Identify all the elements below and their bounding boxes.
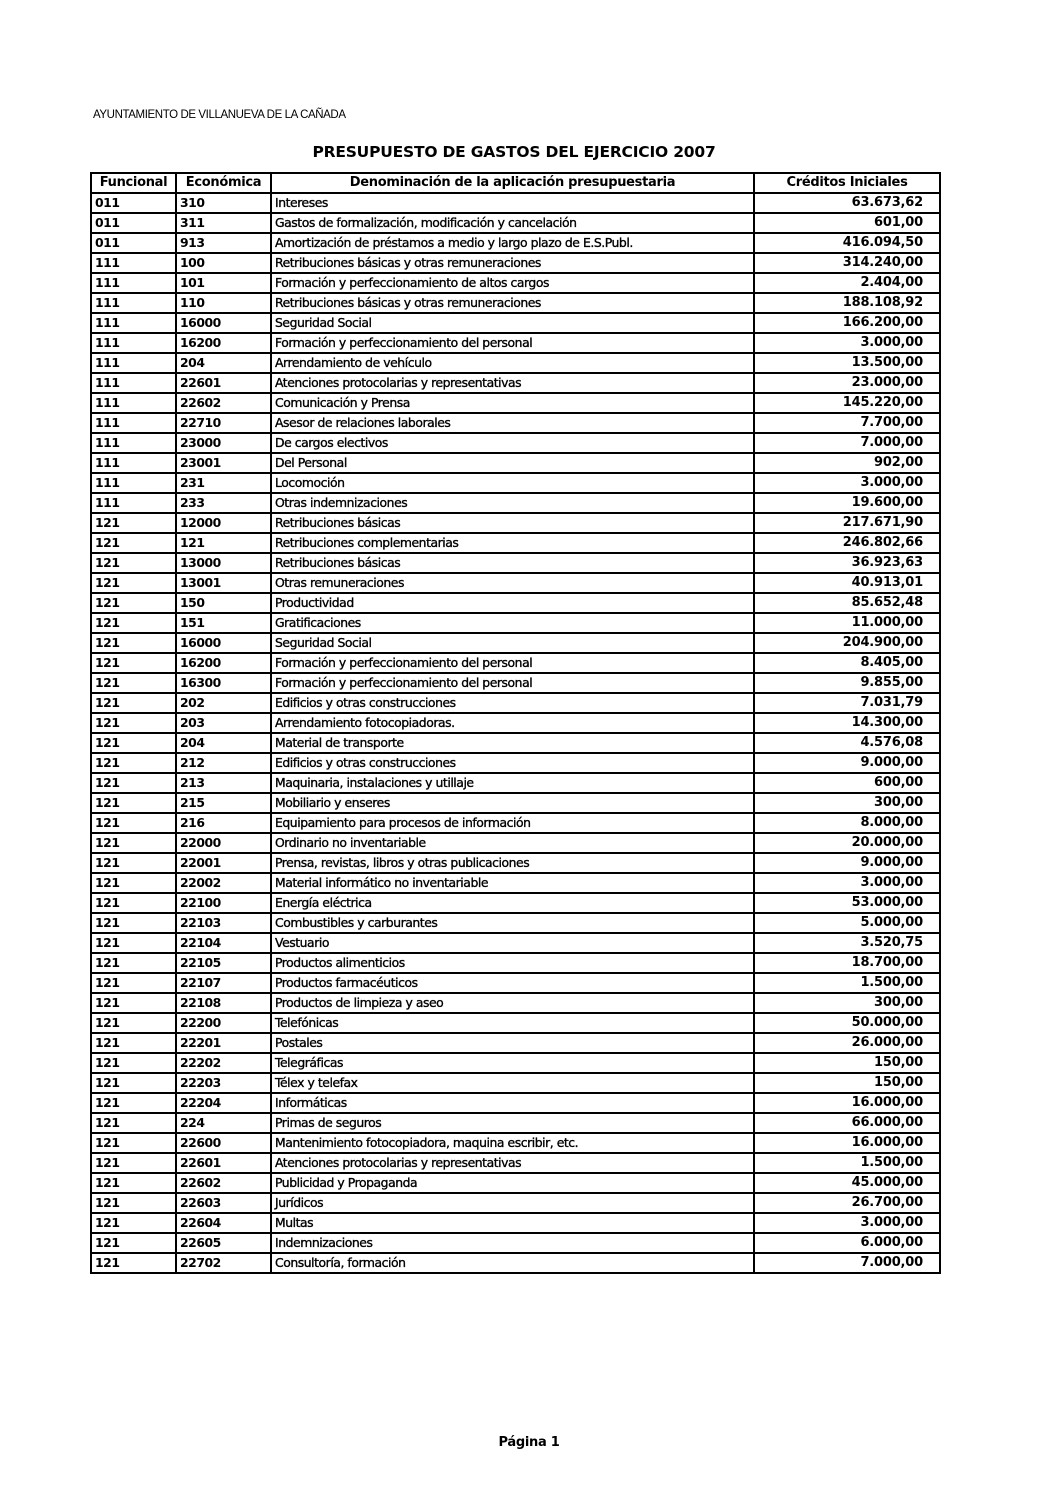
cell-creditos: 217.671,90	[754, 513, 940, 533]
cell-creditos: 300,00	[754, 793, 940, 813]
cell-creditos: 7.031,79	[754, 693, 940, 713]
cell-funcional: 121	[91, 673, 176, 693]
cell-creditos: 188.108,92	[754, 293, 940, 313]
table-row	[91, 1213, 940, 1233]
table-row	[91, 373, 940, 393]
cell-funcional: 121	[91, 793, 176, 813]
table-row	[91, 533, 940, 553]
cell-funcional: 111	[91, 373, 176, 393]
cell-denominacion: Jurídicos	[271, 1193, 754, 1213]
cell-funcional: 121	[91, 513, 176, 533]
cell-economica: 22602	[176, 393, 271, 413]
cell-funcional: 011	[91, 193, 176, 213]
cell-economica: 22201	[176, 1033, 271, 1053]
table-row	[91, 853, 940, 873]
table-row	[91, 573, 940, 593]
cell-creditos: 19.600,00	[754, 493, 940, 513]
cell-economica: 22200	[176, 1013, 271, 1033]
cell-funcional: 111	[91, 333, 176, 353]
cell-denominacion: Primas de seguros	[271, 1113, 754, 1133]
cell-creditos: 13.500,00	[754, 353, 940, 373]
cell-denominacion: Asesor de relaciones laborales	[271, 413, 754, 433]
table-row	[91, 833, 940, 853]
cell-creditos: 3.520,75	[754, 933, 940, 953]
cell-denominacion: Mantenimiento fotocopiadora, maquina escribir, etc.	[271, 1133, 754, 1153]
cell-creditos: 50.000,00	[754, 1013, 940, 1033]
cell-creditos: 2.404,00	[754, 273, 940, 293]
table-row	[91, 1253, 940, 1273]
cell-creditos: 1.500,00	[754, 1153, 940, 1173]
cell-denominacion: Telegráficas	[271, 1053, 754, 1073]
cell-denominacion: Combustibles y carburantes	[271, 913, 754, 933]
cell-creditos: 246.802,66	[754, 533, 940, 553]
cell-creditos: 600,00	[754, 773, 940, 793]
cell-economica: 22108	[176, 993, 271, 1013]
cell-creditos: 150,00	[754, 1053, 940, 1073]
table-row	[91, 773, 940, 793]
cell-denominacion: Del Personal	[271, 453, 754, 473]
table-row	[91, 713, 940, 733]
table-row	[91, 253, 940, 273]
cell-economica: 16300	[176, 673, 271, 693]
cell-economica: 215	[176, 793, 271, 813]
cell-economica: 233	[176, 493, 271, 513]
cell-denominacion: Prensa, revistas, libros y otras publicaciones	[271, 853, 754, 873]
cell-economica: 22605	[176, 1233, 271, 1253]
table-row	[91, 1173, 940, 1193]
cell-denominacion: Télex y telefax	[271, 1073, 754, 1093]
cell-denominacion: Otras indemnizaciones	[271, 493, 754, 513]
cell-denominacion: Retribuciones básicas	[271, 513, 754, 533]
table-row	[91, 593, 940, 613]
cell-denominacion: Multas	[271, 1213, 754, 1233]
cell-economica: 22710	[176, 413, 271, 433]
cell-economica: 22602	[176, 1173, 271, 1193]
cell-denominacion: Arrendamiento de vehículo	[271, 353, 754, 373]
cell-creditos: 6.000,00	[754, 1233, 940, 1253]
cell-funcional: 121	[91, 913, 176, 933]
cell-denominacion: Consultoría, formación	[271, 1253, 754, 1273]
table-row	[91, 1233, 940, 1253]
cell-economica: 23001	[176, 453, 271, 473]
table-body	[91, 193, 940, 1273]
cell-creditos: 66.000,00	[754, 1113, 940, 1133]
document-title: PRESUPUESTO DE GASTOS DEL EJERCICIO 2007	[312, 143, 716, 161]
table-row	[91, 193, 940, 213]
table-row	[91, 813, 940, 833]
cell-creditos: 26.000,00	[754, 1033, 940, 1053]
table-row	[91, 793, 940, 813]
table-row	[91, 973, 940, 993]
cell-funcional: 121	[91, 1013, 176, 1033]
cell-economica: 231	[176, 473, 271, 493]
cell-denominacion: Seguridad Social	[271, 313, 754, 333]
cell-economica: 22601	[176, 1153, 271, 1173]
cell-denominacion: Amortización de préstamos a medio y largo plazo de E.S.Publ.	[271, 233, 754, 253]
table-row	[91, 733, 940, 753]
cell-creditos: 23.000,00	[754, 373, 940, 393]
cell-funcional: 121	[91, 853, 176, 873]
table-row	[91, 453, 940, 473]
cell-economica: 213	[176, 773, 271, 793]
cell-economica: 23000	[176, 433, 271, 453]
cell-economica: 150	[176, 593, 271, 613]
cell-denominacion: De cargos electivos	[271, 433, 754, 453]
cell-economica: 16000	[176, 633, 271, 653]
table-row	[91, 293, 940, 313]
cell-creditos: 166.200,00	[754, 313, 940, 333]
table-row	[91, 1093, 940, 1113]
cell-economica: 22203	[176, 1073, 271, 1093]
cell-creditos: 36.923,63	[754, 553, 940, 573]
cell-denominacion: Formación y perfeccionamiento del personal	[271, 333, 754, 353]
cell-funcional: 121	[91, 933, 176, 953]
cell-economica: 151	[176, 613, 271, 633]
table-row	[91, 413, 940, 433]
cell-denominacion: Edificios y otras construcciones	[271, 693, 754, 713]
table-row	[91, 1013, 940, 1033]
cell-funcional: 121	[91, 813, 176, 833]
header-economica: Económica	[176, 173, 271, 193]
cell-funcional: 121	[91, 633, 176, 653]
table-row	[91, 1053, 940, 1073]
cell-economica: 121	[176, 533, 271, 553]
cell-funcional: 011	[91, 213, 176, 233]
cell-creditos: 20.000,00	[754, 833, 940, 853]
cell-economica: 203	[176, 713, 271, 733]
cell-creditos: 8.000,00	[754, 813, 940, 833]
cell-funcional: 111	[91, 493, 176, 513]
cell-creditos: 8.405,00	[754, 653, 940, 673]
cell-creditos: 601,00	[754, 213, 940, 233]
cell-creditos: 14.300,00	[754, 713, 940, 733]
cell-funcional: 121	[91, 873, 176, 893]
cell-funcional: 121	[91, 693, 176, 713]
budget-table	[90, 172, 941, 1274]
table-row	[91, 553, 940, 573]
cell-creditos: 40.913,01	[754, 573, 940, 593]
cell-funcional: 111	[91, 393, 176, 413]
cell-creditos: 3.000,00	[754, 873, 940, 893]
table-row	[91, 873, 940, 893]
cell-funcional: 121	[91, 593, 176, 613]
cell-denominacion: Otras remuneraciones	[271, 573, 754, 593]
cell-creditos: 7.700,00	[754, 413, 940, 433]
cell-economica: 204	[176, 733, 271, 753]
cell-denominacion: Productividad	[271, 593, 754, 613]
cell-denominacion: Locomoción	[271, 473, 754, 493]
cell-creditos: 5.000,00	[754, 913, 940, 933]
cell-economica: 13000	[176, 553, 271, 573]
cell-denominacion: Retribuciones básicas y otras remuneraciones	[271, 253, 754, 273]
table-row	[91, 1073, 940, 1093]
cell-creditos: 4.576,08	[754, 733, 940, 753]
cell-economica: 22603	[176, 1193, 271, 1213]
cell-funcional: 121	[91, 553, 176, 573]
table-row	[91, 693, 940, 713]
cell-creditos: 16.000,00	[754, 1093, 940, 1113]
cell-economica: 224	[176, 1113, 271, 1133]
cell-funcional: 111	[91, 453, 176, 473]
cell-economica: 202	[176, 693, 271, 713]
organization-name: AYUNTAMIENTO DE VILLANUEVA DE LA CAÑADA	[93, 109, 346, 121]
cell-funcional: 111	[91, 293, 176, 313]
table-row	[91, 493, 940, 513]
cell-funcional: 111	[91, 433, 176, 453]
table-row	[91, 473, 940, 493]
cell-economica: 212	[176, 753, 271, 773]
cell-economica: 22601	[176, 373, 271, 393]
cell-creditos: 7.000,00	[754, 1253, 940, 1273]
cell-creditos: 26.700,00	[754, 1193, 940, 1213]
header-creditos-iniciales: Créditos Iniciales	[754, 173, 940, 193]
cell-denominacion: Energía eléctrica	[271, 893, 754, 913]
cell-creditos: 204.900,00	[754, 633, 940, 653]
cell-creditos: 9.855,00	[754, 673, 940, 693]
page-number: Página 1	[498, 1435, 560, 1450]
cell-denominacion: Ordinario no inventariable	[271, 833, 754, 853]
cell-funcional: 111	[91, 313, 176, 333]
table-row	[91, 633, 940, 653]
cell-denominacion: Formación y perfeccionamiento del personal	[271, 653, 754, 673]
cell-denominacion: Atenciones protocolarias y representativas	[271, 1153, 754, 1173]
cell-denominacion: Telefónicas	[271, 1013, 754, 1033]
cell-economica: 22002	[176, 873, 271, 893]
cell-denominacion: Intereses	[271, 193, 754, 213]
table-row	[91, 953, 940, 973]
cell-funcional: 111	[91, 413, 176, 433]
cell-economica: 100	[176, 253, 271, 273]
cell-funcional: 121	[91, 1133, 176, 1153]
cell-denominacion: Material informático no inventariable	[271, 873, 754, 893]
cell-denominacion: Arrendamiento fotocopiadoras.	[271, 713, 754, 733]
cell-denominacion: Atenciones protocolarias y representativas	[271, 373, 754, 393]
table-row	[91, 333, 940, 353]
header-denominacion: Denominación de la aplicación presupuestaria	[271, 173, 754, 193]
cell-funcional: 121	[91, 993, 176, 1013]
cell-creditos: 3.000,00	[754, 1213, 940, 1233]
cell-economica: 110	[176, 293, 271, 313]
cell-creditos: 11.000,00	[754, 613, 940, 633]
cell-denominacion: Vestuario	[271, 933, 754, 953]
cell-economica: 16200	[176, 653, 271, 673]
cell-creditos: 85.652,48	[754, 593, 940, 613]
cell-funcional: 121	[91, 1233, 176, 1253]
cell-creditos: 53.000,00	[754, 893, 940, 913]
cell-denominacion: Productos de limpieza y aseo	[271, 993, 754, 1013]
cell-funcional: 121	[91, 833, 176, 853]
cell-creditos: 63.673,62	[754, 193, 940, 213]
cell-denominacion: Mobiliario y enseres	[271, 793, 754, 813]
table-row	[91, 433, 940, 453]
table-row	[91, 353, 940, 373]
cell-funcional: 121	[91, 613, 176, 633]
cell-denominacion: Indemnizaciones	[271, 1233, 754, 1253]
cell-economica: 22604	[176, 1213, 271, 1233]
cell-creditos: 145.220,00	[754, 393, 940, 413]
table-row	[91, 673, 940, 693]
table-row	[91, 913, 940, 933]
header-funcional: Funcional	[91, 173, 176, 193]
cell-economica: 16200	[176, 333, 271, 353]
cell-economica: 22600	[176, 1133, 271, 1153]
cell-economica: 101	[176, 273, 271, 293]
cell-creditos: 150,00	[754, 1073, 940, 1093]
cell-funcional: 121	[91, 1193, 176, 1213]
table-row	[91, 1193, 940, 1213]
cell-funcional: 121	[91, 753, 176, 773]
cell-creditos: 45.000,00	[754, 1173, 940, 1193]
cell-funcional: 111	[91, 253, 176, 273]
cell-funcional: 121	[91, 1153, 176, 1173]
table-row	[91, 213, 940, 233]
cell-denominacion: Productos alimenticios	[271, 953, 754, 973]
cell-denominacion: Gastos de formalización, modificación y cancelación	[271, 213, 754, 233]
cell-funcional: 121	[91, 953, 176, 973]
cell-creditos: 416.094,50	[754, 233, 940, 253]
cell-funcional: 121	[91, 653, 176, 673]
cell-economica: 22105	[176, 953, 271, 973]
cell-economica: 22001	[176, 853, 271, 873]
table-row	[91, 993, 940, 1013]
cell-economica: 22202	[176, 1053, 271, 1073]
table-row	[91, 1033, 940, 1053]
cell-denominacion: Retribuciones básicas	[271, 553, 754, 573]
cell-creditos: 3.000,00	[754, 473, 940, 493]
cell-denominacion: Material de transporte	[271, 733, 754, 753]
cell-economica: 22107	[176, 973, 271, 993]
cell-economica: 204	[176, 353, 271, 373]
table-row	[91, 233, 940, 253]
cell-funcional: 121	[91, 1053, 176, 1073]
cell-creditos: 16.000,00	[754, 1133, 940, 1153]
table-row	[91, 653, 940, 673]
cell-funcional: 121	[91, 1113, 176, 1133]
table-row	[91, 1133, 940, 1153]
table-header-row	[91, 173, 940, 193]
table-row	[91, 753, 940, 773]
cell-denominacion: Comunicación y Prensa	[271, 393, 754, 413]
cell-economica: 22000	[176, 833, 271, 853]
cell-creditos: 3.000,00	[754, 333, 940, 353]
table-row	[91, 1153, 940, 1173]
table-row	[91, 313, 940, 333]
cell-economica: 16000	[176, 313, 271, 333]
table-row	[91, 613, 940, 633]
cell-denominacion: Informáticas	[271, 1093, 754, 1113]
cell-denominacion: Equipamiento para procesos de información	[271, 813, 754, 833]
table-row	[91, 893, 940, 913]
cell-funcional: 121	[91, 773, 176, 793]
cell-funcional: 011	[91, 233, 176, 253]
cell-funcional: 121	[91, 1033, 176, 1053]
table-row	[91, 1113, 940, 1133]
cell-creditos: 18.700,00	[754, 953, 940, 973]
cell-denominacion: Maquinaria, instalaciones y utillaje	[271, 773, 754, 793]
cell-funcional: 111	[91, 273, 176, 293]
cell-economica: 913	[176, 233, 271, 253]
cell-economica: 310	[176, 193, 271, 213]
cell-denominacion: Retribuciones básicas y otras remuneraciones	[271, 293, 754, 313]
cell-creditos: 1.500,00	[754, 973, 940, 993]
cell-economica: 22702	[176, 1253, 271, 1273]
cell-denominacion: Productos farmacéuticos	[271, 973, 754, 993]
cell-denominacion: Postales	[271, 1033, 754, 1053]
cell-denominacion: Formación y perfeccionamiento del personal	[271, 673, 754, 693]
cell-creditos: 902,00	[754, 453, 940, 473]
cell-funcional: 121	[91, 1213, 176, 1233]
cell-creditos: 9.000,00	[754, 853, 940, 873]
cell-denominacion: Formación y perfeccionamiento de altos cargos	[271, 273, 754, 293]
cell-denominacion: Gratificaciones	[271, 613, 754, 633]
cell-funcional: 111	[91, 353, 176, 373]
cell-denominacion: Edificios y otras construcciones	[271, 753, 754, 773]
cell-funcional: 121	[91, 713, 176, 733]
cell-creditos: 7.000,00	[754, 433, 940, 453]
cell-funcional: 111	[91, 473, 176, 493]
cell-economica: 22103	[176, 913, 271, 933]
table-row	[91, 393, 940, 413]
cell-creditos: 9.000,00	[754, 753, 940, 773]
cell-funcional: 121	[91, 973, 176, 993]
cell-economica: 13001	[176, 573, 271, 593]
cell-funcional: 121	[91, 1173, 176, 1193]
cell-funcional: 121	[91, 893, 176, 913]
cell-economica: 22100	[176, 893, 271, 913]
cell-funcional: 121	[91, 1093, 176, 1113]
cell-denominacion: Retribuciones complementarias	[271, 533, 754, 553]
cell-economica: 12000	[176, 513, 271, 533]
cell-economica: 311	[176, 213, 271, 233]
cell-funcional: 121	[91, 1073, 176, 1093]
table-row	[91, 513, 940, 533]
cell-creditos: 300,00	[754, 993, 940, 1013]
cell-denominacion: Publicidad y Propaganda	[271, 1173, 754, 1193]
cell-economica: 22104	[176, 933, 271, 953]
cell-denominacion: Seguridad Social	[271, 633, 754, 653]
cell-funcional: 121	[91, 533, 176, 553]
cell-funcional: 121	[91, 1253, 176, 1273]
cell-economica: 22204	[176, 1093, 271, 1113]
cell-funcional: 121	[91, 573, 176, 593]
cell-creditos: 314.240,00	[754, 253, 940, 273]
table-row	[91, 273, 940, 293]
cell-funcional: 121	[91, 733, 176, 753]
cell-economica: 216	[176, 813, 271, 833]
table-row	[91, 933, 940, 953]
